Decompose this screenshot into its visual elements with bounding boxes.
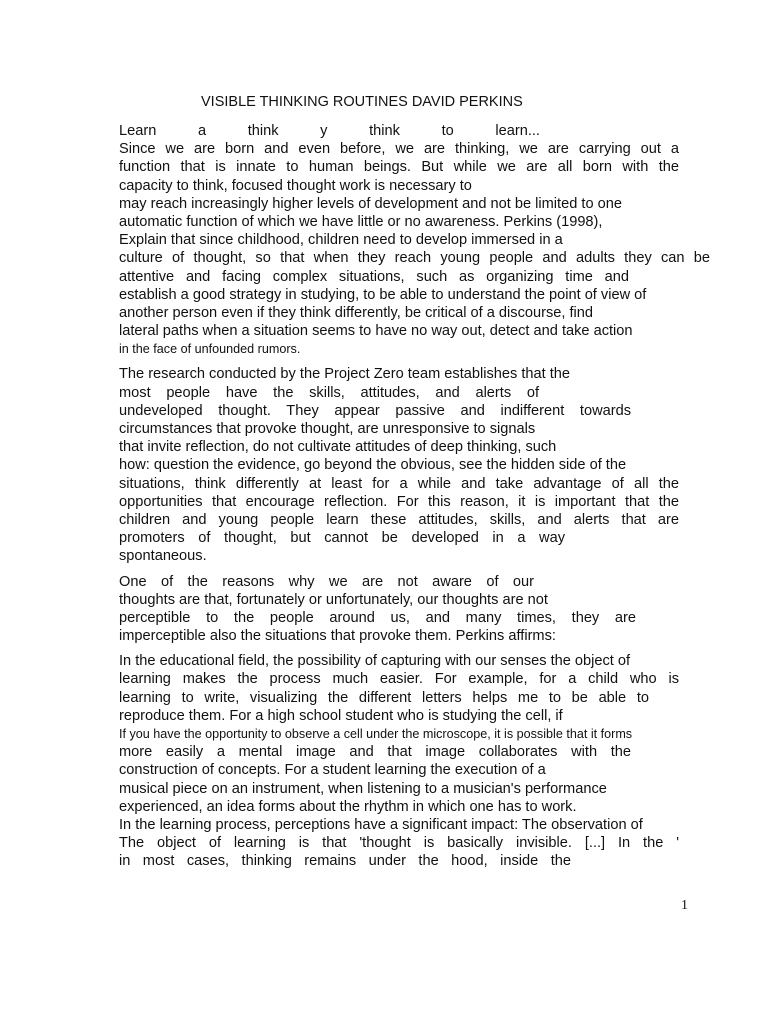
text-line: perceptible to the people around us, and many times, they are [119, 609, 636, 626]
text-line: promoters of thought, but cannot be developed in a way [119, 530, 565, 547]
text-line: that invite reflection, do not cultivate attitudes of deep thinking, such [119, 439, 557, 456]
paragraph-gap [119, 358, 679, 365]
text-line: in the face of unfounded rumors. [119, 342, 301, 357]
document-title: VISIBLE THINKING ROUTINES DAVID PERKINS [201, 94, 523, 110]
text-line: If you have the opportunity to observe a cell under the microscope, it is possible that it forms [119, 727, 633, 741]
text-line: another person even if they think differently, be critical of a discourse, find [119, 304, 594, 321]
text-line: The research conducted by the Project Zero team establishes that the [119, 366, 571, 383]
text-line: automatic function of which we have little or no awareness. Perkins (1998), [119, 213, 603, 230]
text-line: thoughts are that, fortunately or unfortunately, our thoughts are not [119, 591, 548, 608]
text-line: more easily a mental image and that image collaborates with the [119, 744, 631, 761]
paragraph-4 [119, 652, 679, 870]
text-line: Learn a think y think to learn... [119, 123, 540, 139]
text-line: culture of thought, so that when they reach young people and adults they can be [119, 250, 710, 267]
paragraph-1 [119, 122, 710, 358]
text-line: imperceptible also the situations that provoke them. Perkins affirms: [119, 628, 556, 645]
text-line: Explain that since childhood, children need to develop immersed in a [119, 232, 563, 249]
paragraph-gap [119, 645, 679, 652]
text-line: how: question the evidence, go beyond the obvious, see the hidden side of the [119, 457, 627, 474]
text-line: establish a good strategy in studying, to be able to understand the point of view of [119, 286, 647, 303]
text-line: In the educational field, the possibility of capturing with our senses the object of [119, 653, 631, 670]
paragraph-gap [119, 566, 679, 573]
paragraph-2 [119, 365, 679, 565]
text-line: undeveloped thought. They appear passive and indifferent towards [119, 402, 631, 419]
text-line: construction of concepts. For a student learning the execution of a [119, 762, 546, 779]
text-line: most people have the skills, attitudes, and alerts of [119, 384, 539, 401]
paragraph-3 [119, 573, 679, 646]
text-line: reproduce them. For a high school student who is studying the cell, if [119, 707, 563, 724]
text-line: experienced, an idea forms about the rhythm in which one has to work. [119, 798, 577, 815]
text-line: learning makes the process much easier. For example, for a child who is [119, 671, 679, 688]
text-line: may reach increasingly higher levels of development and not be limited to one [119, 195, 622, 212]
text-line: attentive and facing complex situations, such as organizing time and [119, 268, 629, 285]
page-number: 1 [681, 898, 688, 913]
text-line: function that is innate to human beings. But while we are all born with the [119, 159, 679, 176]
document-body [119, 122, 710, 871]
text-line: lateral paths when a situation seems to have no way out, detect and take action [119, 323, 633, 340]
text-line: spontaneous. [119, 548, 207, 565]
text-line: Since we are born and even before, we are thinking, we are carrying out a [119, 141, 679, 158]
text-line: situations, think differently at least for a while and take advantage of all the [119, 475, 679, 492]
text-line: One of the reasons why we are not aware of our [119, 573, 534, 590]
text-line: In the learning process, perceptions have a significant impact: The observation of [119, 816, 643, 833]
text-line: opportunities that encourage reflection. For this reason, it is important that the [119, 493, 679, 510]
text-line: in most cases, thinking remains under the hood, inside the [119, 853, 571, 870]
text-line: capacity to think, focused thought work is necessary to [119, 177, 472, 194]
text-line: The object of learning is that 'thought is basically invisible. [...] In the ' [119, 835, 679, 852]
text-line: circumstances that provoke thought, are unresponsive to signals [119, 421, 536, 437]
text-line: learning to write, visualizing the different letters helps me to be able to [119, 689, 649, 706]
text-line: musical piece on an instrument, when listening to a musician's performance [119, 780, 607, 797]
text-line: children and young people learn these attitudes, skills, and alerts that are [119, 511, 679, 528]
